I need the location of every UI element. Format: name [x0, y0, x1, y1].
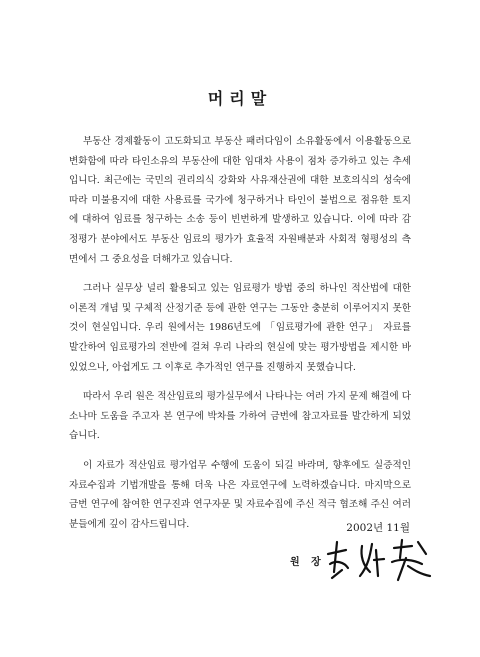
paragraph-3: 따라서 우리 원은 적산임료의 평가실무에서 나타나는 여러 가지 문제 해결에 다소나마 도움을 주고자 본 연구에 박차를 가하여 금번에 참고자료를 발간하게 되었습니다.: [69, 391, 411, 442]
signer-title: 원 장: [290, 557, 325, 568]
page-title: 머리말: [207, 89, 273, 108]
paragraph-2: 그러나 실무상 널리 활용되고 있는 임료평가 방법 중의 하나인 적산법에 대한 이론적 개념 및 구체적 산정기준 등에 관한 연구는 그동안 충분히 이루어지지 못한 것이 현실입니다. 우리 원에서는 1986년도에 「임료평가에 관한 연구」 자료를 발간하여 임료평가의 전반에 걸쳐 우리 나라의 현실에 맞는 평가방법을 제시한 바 있었으나, 아쉽게도 그 이후로 추가적인 연구를 진행하지 못했습니다.: [69, 283, 411, 373]
date-line: 2002년 11월: [346, 522, 410, 534]
paragraph-1: 부동산 경제활동이 고도화되고 부동산 패러다임이 소유활동에서 이용활동으로 변화함에 따라 타인소유의 부동산에 대한 임대차 사용이 점차 증가하고 있는 추세입니다. 최근에는 국민의 권리의식 강화와 사유재산권에 대한 보호의식의 성숙에 따라 미불용지에 대한 사용료를 국가에 청구하거나 타인이 불법으로 점유한 토지에 대하여 임료를 청구하는 소송 등이 빈번하게 발생하고 있습니다. 이에 따라 감정평가 분야에서도 부동산 임료의 평가가 효율적 자원배분과 사회적 형평성의 측면에서 그 중요성을 더해가고 있습니다.: [69, 136, 411, 265]
handwritten-signature: [320, 532, 440, 587]
paragraph-4: 이 자료가 적산임료 평가업무 수행에 도움이 되길 바라며, 향후에도 실증적인 자료수집과 기법개발을 통해 더욱 나은 자료연구에 노력하겠습니다. 마지막으로 금번 연구에 참여한 연구진과 연구자문 및 자료수집에 주신 적극 협조해 주신 여러분들에게 깊이 감사드립니다.: [69, 459, 411, 530]
preface-body: [69, 132, 411, 544]
